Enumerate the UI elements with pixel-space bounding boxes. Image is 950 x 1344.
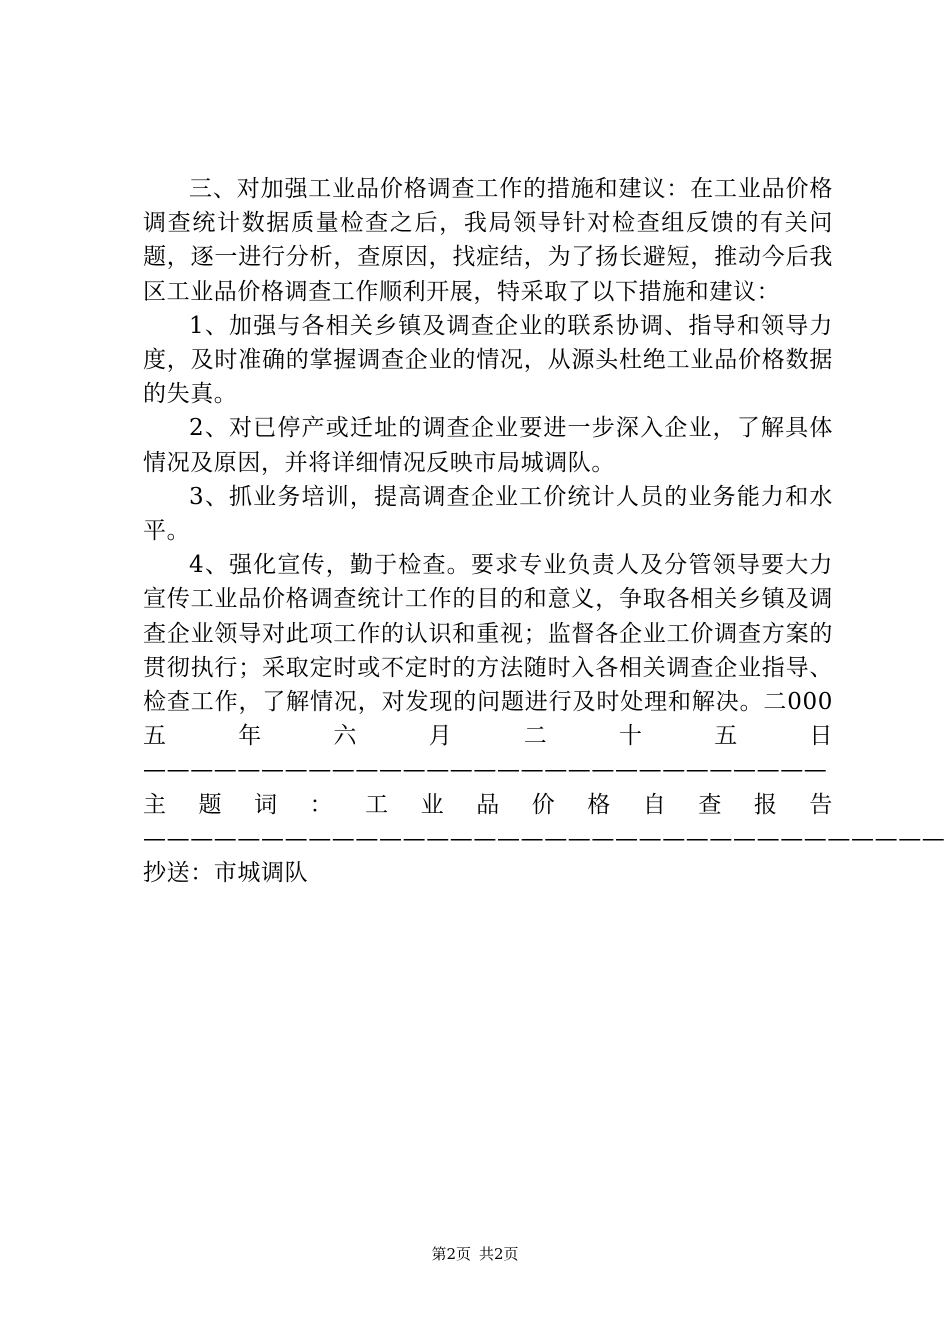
paragraph-item-2: 2、对已停产或迁址的调查企业要进一步深入企业，了解具体情况及原因，并将详细情况反映市局城调队。 [143, 415, 833, 476]
document-body [143, 172, 946, 890]
page-footer [0, 1244, 950, 1264]
paragraph-item-1: 1、加强与各相关乡镇及调查企业的联系协调、指导和领导力度，及时准确的掌握调查企业的情况，从源头杜绝工业品价格数据的失真。 [143, 312, 833, 408]
paragraph-item-3: 3、抓业务培训，提高调查企业工价统计人员的业务能力和水平。 [143, 483, 833, 545]
paragraph-item-4-closing: 4、强化宣传，勤于检查。要求专业负责人及分管领导要大力宣传工业品价格调查统计工作的目的和意义，争取各相关乡镇及调查企业领导对此项工作的认识和重视；监督各企业工价调查方案的贯彻执行；采取定时或不定时的方法随时入各相关调查企业指导、检查工作，了解情况，对发现的问题进行及时处理和解决。二000五年六月二十五日—————————————————————————————主题词：工业品价格自查报告——————————————————————————————————抄送：市城调队 [143, 552, 946, 887]
page-total: 共2页 [479, 1245, 519, 1263]
paragraph-measures-intro: 三、对加强工业品价格调查工作的措施和建议：在工业品价格调查统计数据质量检查之后，我局领导针对检查组反馈的有关问题，逐一进行分析，查原因，找症结，为了扬长避短，推动今后我区工业品价格调查工作顺利开展，特采取了以下措施和建议： [143, 176, 833, 305]
page-number: 第2页 [431, 1245, 471, 1263]
